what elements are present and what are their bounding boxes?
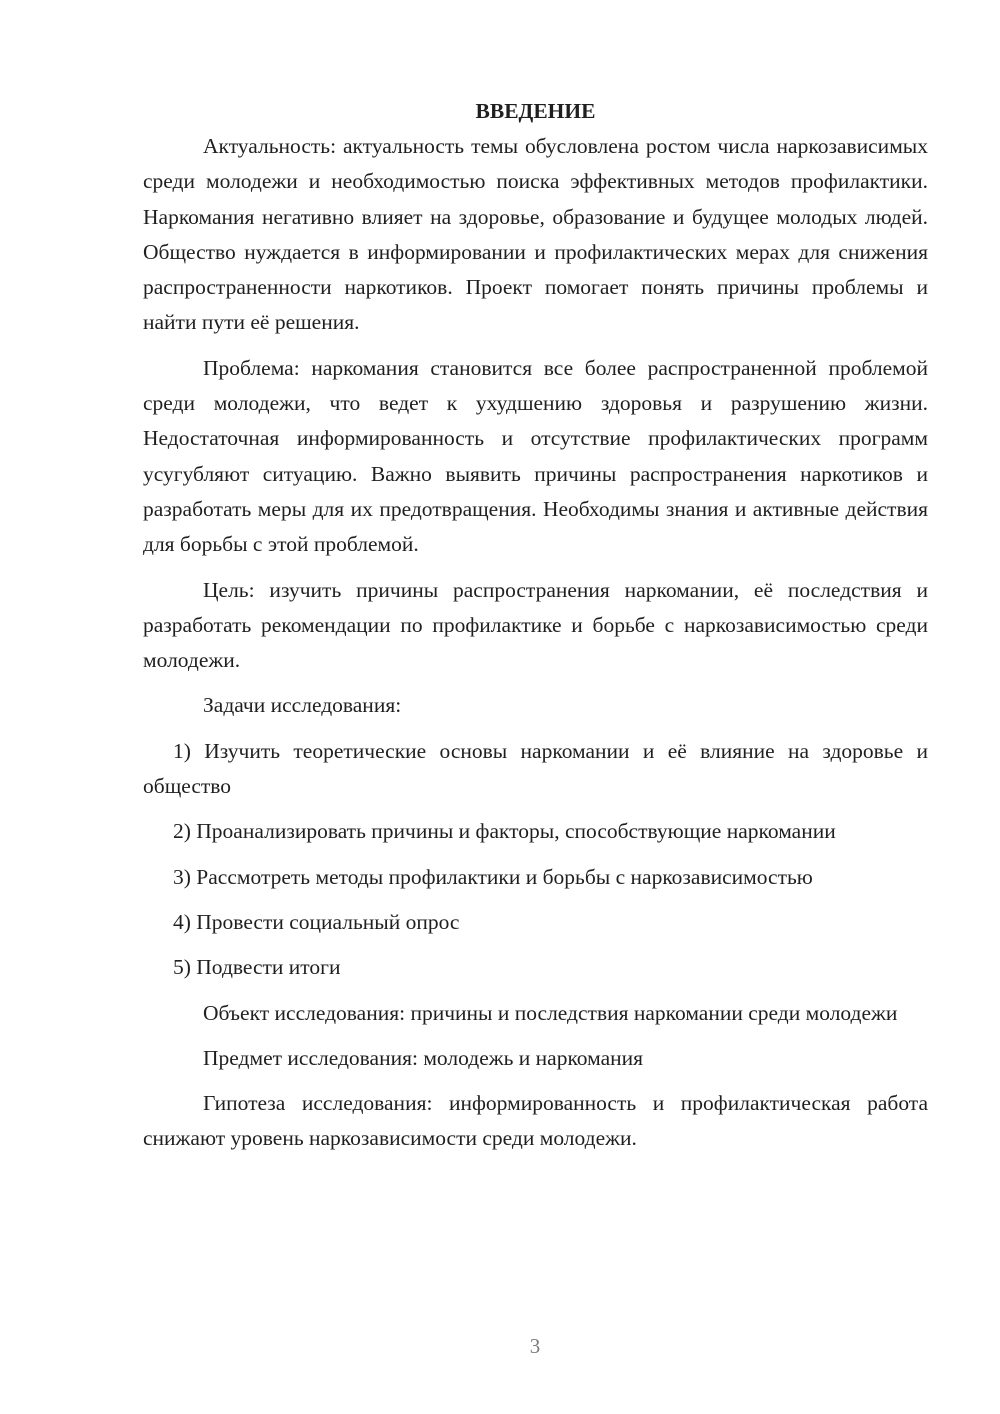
page-number: 3 xyxy=(529,1334,541,1358)
goal-paragraph: Цель: изучить причины распространения наркомании, её последствия и разработать рекомендации по профилактике и борьбе с наркозависимостью среди молодежи. xyxy=(143,577,928,673)
relevance-paragraph: Актуальность: актуальность темы обусловлена ростом числа наркозависимых среди молодежи и необходимостью поиска эффективных методов профилактики. Наркомания негативно влияет на здоровье, образование и будущее молодых людей. Общество нуждается в информировании и профилактических мерах для снижения распространенности наркотиков. Проект помогает понять причины проблемы и найти пути её решения. xyxy=(143,134,928,335)
section-title: ВВЕДЕНИЕ xyxy=(475,99,596,123)
task-item-5: 5) Подвести итоги xyxy=(173,955,341,980)
subject-paragraph: Предмет исследования: молодежь и наркомания xyxy=(203,1045,644,1070)
task-item-1: 1) Изучить теоретические основы наркомании и её влияние на здоровье и общество xyxy=(143,738,928,799)
task-item-4: 4) Провести социальный опрос xyxy=(173,909,460,934)
tasks-heading: Задачи исследования: xyxy=(203,693,402,718)
object-paragraph: Объект исследования: причины и последствия наркомании среди молодежи xyxy=(203,1000,898,1025)
hypothesis-paragraph: Гипотеза исследования: информированность и профилактическая работа снижают уровень наркозависимости среди молодежи. xyxy=(143,1091,928,1151)
document-page xyxy=(143,96,928,1167)
task-item-2: 2) Проанализировать причины и факторы, способствующие наркомании xyxy=(173,819,836,844)
task-item-3: 3) Рассмотреть методы профилактики и борьбы с наркозависимостью xyxy=(173,864,813,889)
problem-paragraph: Проблема: наркомания становится все более распространенной проблемой среди молодежи, что ведет к ухудшению здоровья и разрушению жизни. Недостаточная информированность и отсутствие профилактических программ усугубляют ситуацию. Важно выявить причины распространения наркотиков и разработать меры для их предотвращения. Необходимы знания и активные действия для борьбы с этой проблемой. xyxy=(143,355,928,557)
